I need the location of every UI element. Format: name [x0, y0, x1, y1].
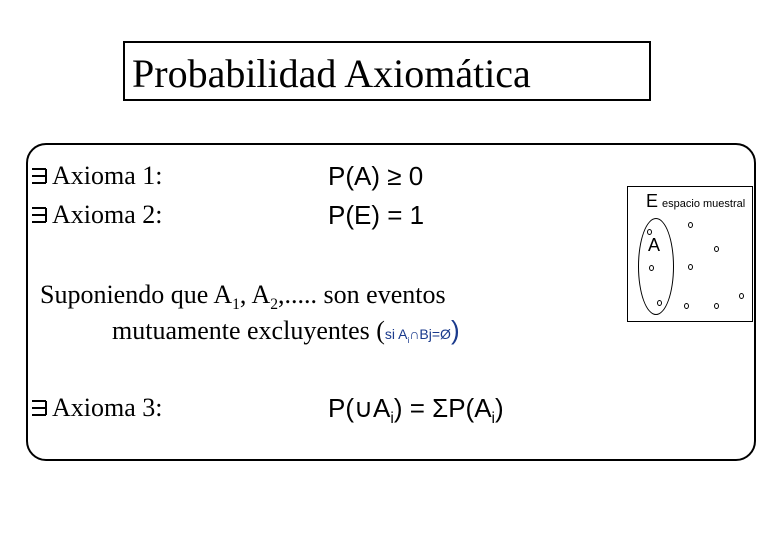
space-caption: espacio muestral	[662, 198, 746, 210]
event-a-label: A	[648, 235, 661, 255]
assumption-text-d: mutuamente excluyentes (	[112, 316, 385, 345]
sample-point	[647, 229, 652, 235]
axiom-3-row	[30, 393, 163, 423]
sample-point	[714, 303, 719, 309]
axiom-2-row	[30, 200, 163, 230]
assumption-text-a: Suponiendo que A	[40, 280, 233, 309]
condition-text: si A	[384, 326, 408, 342]
assumption-line-1	[40, 280, 446, 314]
sample-point	[688, 264, 693, 270]
axiom-1-label: Axioma 1:	[52, 161, 163, 190]
three-bar-bullet-icon	[30, 398, 49, 418]
subscript: i	[407, 334, 410, 345]
close-paren: )	[450, 315, 460, 345]
event-a-ellipse	[638, 218, 674, 315]
subscript: 1	[232, 296, 240, 314]
assumption-text-c: ,..... son eventos	[278, 280, 446, 309]
sample-point	[688, 222, 693, 228]
formula-part-b: ) = ΣP(A	[393, 393, 492, 423]
space-letter: E	[646, 191, 659, 211]
axiom-2-label: Axioma 2:	[52, 200, 163, 229]
subscript: i	[491, 410, 496, 428]
exclusive-condition	[384, 326, 451, 345]
sample-point	[684, 303, 689, 309]
assumption-line-2	[112, 315, 460, 346]
sample-point	[649, 265, 654, 271]
axiom-1-formula: P(A) ≥ 0	[328, 161, 424, 191]
sample-point	[739, 293, 744, 299]
assumption-text-b: , A	[239, 280, 271, 309]
formula-part-a: P(∪A	[328, 393, 391, 423]
three-bar-bullet-icon	[30, 205, 49, 225]
axiom-3-label: Axioma 3:	[52, 393, 163, 422]
subscript: 2	[270, 296, 279, 314]
three-bar-bullet-icon	[30, 166, 49, 186]
axiom-2-formula: P(E) = 1	[328, 200, 425, 230]
sample-point	[714, 246, 719, 252]
sample-space-label	[646, 191, 745, 212]
axiom-3-formula	[328, 393, 504, 428]
formula-part-c: )	[495, 393, 504, 423]
axiom-1-row	[30, 161, 163, 191]
sample-point	[657, 300, 662, 306]
condition-text-end: ∩Bj=Ø	[409, 326, 451, 342]
subscript: i	[390, 410, 394, 428]
page-title: Probabilidad Axiomática	[132, 51, 531, 96]
